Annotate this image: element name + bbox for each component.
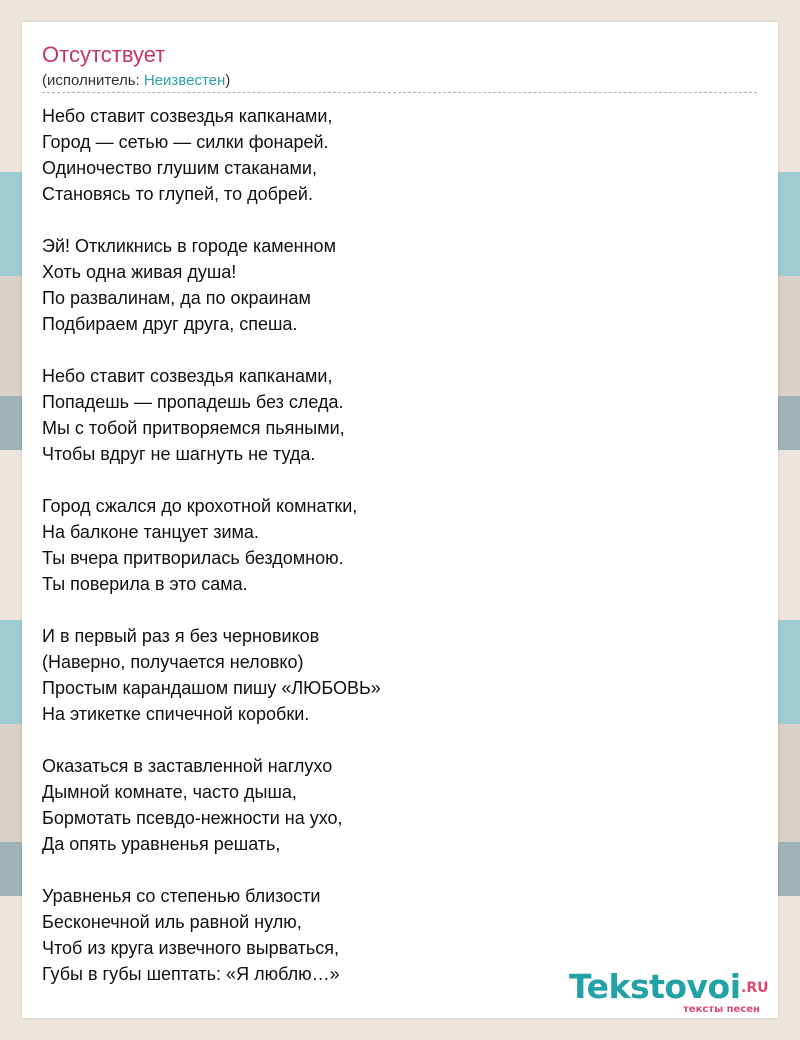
logo-tagline: тексты песен — [683, 1004, 760, 1015]
lyric-line: И в первый раз я без черновиков — [42, 626, 320, 646]
lyrics-card — [22, 22, 778, 1018]
lyric-line: Город — сетью — силки фонарей. — [42, 132, 329, 152]
lyric-line: Небо ставит созвездья капканами, — [42, 106, 333, 126]
song-title: Отсутствует — [42, 42, 166, 67]
lyric-line: Эй! Откликнись в городе каменном — [42, 236, 336, 256]
lyrics-text — [42, 103, 742, 987]
lyric-line: Бесконечной иль равной нулю, — [42, 912, 302, 932]
stanza — [42, 233, 742, 337]
artist-suffix: ) — [225, 72, 231, 89]
logo-domain: .RU — [741, 980, 769, 996]
lyric-line: Уравненья со степенью близости — [42, 886, 321, 906]
lyric-line: Да опять уравненья решать, — [42, 834, 281, 854]
artist-prefix: (исполнитель: — [42, 72, 144, 89]
logo-wordmark: Tekstovoi — [569, 967, 741, 1006]
lyric-line: Город сжался до крохотной комнатки, — [42, 496, 358, 516]
stanza — [42, 623, 742, 727]
lyric-line: На балконе танцует зима. — [42, 522, 259, 542]
lyric-line: На этикетке спичечной коробки. — [42, 704, 310, 724]
lyric-line: Небо ставит созвездья капканами, — [42, 366, 333, 386]
stanza — [42, 753, 742, 857]
lyric-line: Чтоб из круга извечного вырваться, — [42, 938, 339, 958]
stanza — [42, 103, 742, 207]
lyric-line: Попадешь — пропадешь без следа. — [42, 392, 344, 412]
lyric-line: Простым карандашом пишу «ЛЮБОВЬ» — [42, 678, 381, 698]
lyric-line: Подбираем друг друга, спеша. — [42, 314, 298, 334]
lyric-line: Хоть одна живая душа! — [42, 262, 237, 282]
lyric-line: Чтобы вдруг не шагнуть не туда. — [42, 444, 316, 464]
tekstovoi-logo[interactable] — [569, 967, 779, 1019]
lyric-line: Мы с тобой притворяемся пьяными, — [42, 418, 345, 438]
stanza — [42, 363, 742, 467]
lyric-line: Дымной комнате, часто дыша, — [42, 782, 297, 802]
lyric-line: Губы в губы шептать: «Я люблю…» — [42, 964, 340, 984]
title-divider — [42, 92, 757, 93]
lyric-line: (Наверно, получается неловко) — [42, 652, 304, 672]
lyric-line: Оказаться в заставленной наглухо — [42, 756, 333, 776]
artist-link[interactable]: Неизвестен — [143, 72, 226, 89]
artist-line — [42, 72, 230, 89]
stanza — [42, 493, 742, 597]
lyric-line: Становясь то глупей, то добрей. — [42, 184, 313, 204]
lyric-line: Бормотать псевдо-нежности на ухо, — [42, 808, 343, 828]
lyric-line: Ты поверила в это сама. — [42, 574, 248, 594]
lyric-line: Одиночество глушим стаканами, — [42, 158, 317, 178]
lyric-line: По развалинам, да по окраинам — [42, 288, 311, 308]
lyric-line: Ты вчера притворилась бездомною. — [42, 548, 344, 568]
